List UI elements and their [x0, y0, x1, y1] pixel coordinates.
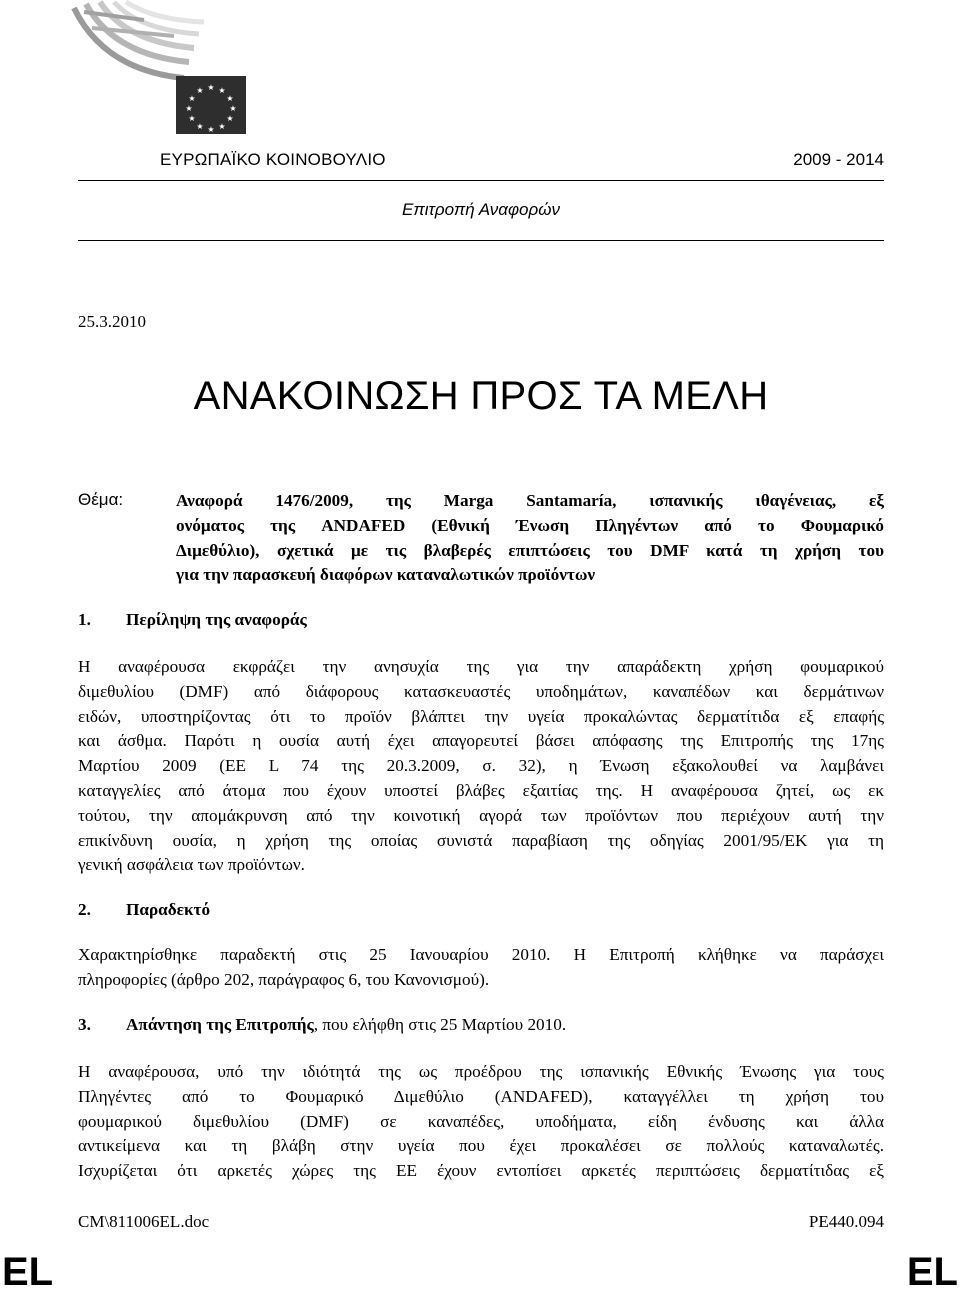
- language-code-left: EL: [2, 1250, 54, 1294]
- subject-line: Αναφορά 1476/2009, της Marga Santamaría, ισπανικής ιθαγένειας, εξ: [176, 491, 884, 510]
- body-line: επικίνδυνη ουσία, η χρήση της οποίας συνιστά παραβίαση της οδηγίας 2001/95/ΕΚ για τη: [78, 830, 884, 850]
- subject-label: Θέμα:: [78, 490, 124, 509]
- svg-text:★: ★: [185, 104, 193, 113]
- body-line: καταγγελίες από άτομα που έχουν υποστεί βλάβες εξαιτίας της. Η αναφέρουσα ζητεί, ως εκ: [78, 780, 884, 800]
- document-date: 25.3.2010: [78, 312, 146, 331]
- svg-text:★: ★: [207, 83, 215, 92]
- section-heading: [78, 1015, 566, 1035]
- section-heading: [78, 610, 307, 630]
- body-line: πληροφορίες (άρθρο 202, παράγραφος 6, του Κανονισμού).: [78, 969, 490, 989]
- european-parliament-logo: [64, 0, 254, 145]
- section-body: [78, 1060, 884, 1184]
- header-divider-top: [78, 180, 884, 181]
- svg-text:★: ★: [207, 125, 215, 134]
- svg-text:★: ★: [188, 114, 196, 123]
- section-body: [78, 943, 884, 993]
- committee-name: Επιτροπή Αναφορών: [402, 200, 560, 219]
- section-title: Παραδεκτό: [126, 900, 211, 919]
- svg-text:★: ★: [226, 114, 234, 123]
- svg-text:★: ★: [226, 94, 234, 103]
- body-line: αντικείμενα και τη βλάβη στην υγεία που έχει προκαλέσει σε πολλούς καταναλωτές.: [78, 1136, 884, 1156]
- subject-line: για την παρασκευή διαφόρων καταναλωτικών προϊόντων: [176, 565, 596, 585]
- subject-line: ονόματος της ANDAFED (Εθνική Ένωση Πληγέντων από το Φουμαρικό: [176, 515, 884, 535]
- page-title: ΑΝΑΚΟΙΝΩΣΗ ΠΡΟΣ ΤΑ ΜΕΛΗ: [193, 374, 769, 418]
- svg-text:★: ★: [196, 86, 204, 95]
- body-line: ειδών, υποστηρίζοντας ότι το προϊόν βλάπτει την υγεία προκαλώντας δερματίτιδα εξ επαφής: [78, 706, 884, 726]
- document-reference: CM\811006EL.doc: [78, 1212, 210, 1231]
- section-number: 1.: [78, 610, 91, 629]
- body-line: και άσθμα. Παρότι η ουσία αυτή έχει απαγορευτεί βάσει απόφασης της Επιτροπής της 17ης: [78, 731, 884, 751]
- section-body: [78, 655, 884, 878]
- body-line: Μαρτίου 2009 (ΕΕ L 74 της 20.3.2009, σ. 32), η Ένωση εξακολουθεί να λαμβάνει: [78, 756, 884, 776]
- svg-text:★: ★: [196, 122, 204, 131]
- parliamentary-term: 2009 - 2014: [793, 150, 884, 169]
- body-line: Χαρακτηρίσθηκε παραδεκτή στις 25 Ιανουαρίου 2010. Η Επιτροπή κλήθηκε να παράσχει: [78, 945, 884, 964]
- body-line: Η αναφέρουσα εκφράζει την ανησυχία της για την απαράδεκτη χρήση φουμαρικού: [78, 657, 884, 676]
- section-title: Περίληψη της αναφοράς: [126, 610, 307, 629]
- section-number: 2.: [78, 900, 91, 919]
- body-line: Η αναφέρουσα, υπό την ιδιότητά της ως προέδρου της ισπανικής Εθνικής Ένωσης για τους: [78, 1062, 884, 1081]
- body-line: Ισχυρίζεται ότι αρκετές χώρες της ΕΕ έχουν εντοπίσει αρκετές περιπτώσεις δερματίτιδας εξ: [78, 1161, 884, 1181]
- pe-reference: PE440.094: [808, 1212, 884, 1231]
- svg-text:★: ★: [218, 122, 226, 131]
- subject-text: [176, 489, 884, 588]
- svg-text:★: ★: [188, 94, 196, 103]
- body-line: Πληγέντες από το Φουμαρικό Διμεθύλιο (ANDAFED), καταγγέλλει τη χρήση του: [78, 1086, 884, 1106]
- institution-name: ΕΥΡΩΠΑΪΚΟ ΚΟΙΝΟΒΟΥΛΙΟ: [160, 150, 386, 169]
- body-line: γενική ασφάλεια των προϊόντων.: [78, 855, 305, 875]
- body-line: φουμαρικού διμεθυλίου (DMF) σε καναπέδες, υποδήματα, είδη ένδυσης και άλλα: [78, 1111, 884, 1131]
- section-number: 3.: [78, 1015, 91, 1034]
- body-line: διμεθυλίου (DMF) από διάφορους κατασκευαστές υποδημάτων, καναπέδων και δερμάτινων: [78, 681, 884, 701]
- body-line: τούτου, την απομάκρυνση από την κοινοτική αγορά των προϊόντων που περιέχουν αυτή την: [78, 805, 884, 825]
- svg-text:★: ★: [218, 86, 226, 95]
- svg-text:★: ★: [229, 104, 237, 113]
- header-divider-bottom: [78, 240, 884, 241]
- section-heading: [78, 900, 210, 920]
- section-title-rest: , που ελήφθη στις 25 Μαρτίου 2010.: [313, 1015, 567, 1034]
- section-title: Απάντηση της Επιτροπής: [126, 1015, 314, 1034]
- subject-line: Διμεθύλιο), σχετικά με τις βλαβερές επιπτώσεις του DMF κατά τη χρήση του: [176, 540, 884, 560]
- language-code-right: EL: [906, 1250, 958, 1294]
